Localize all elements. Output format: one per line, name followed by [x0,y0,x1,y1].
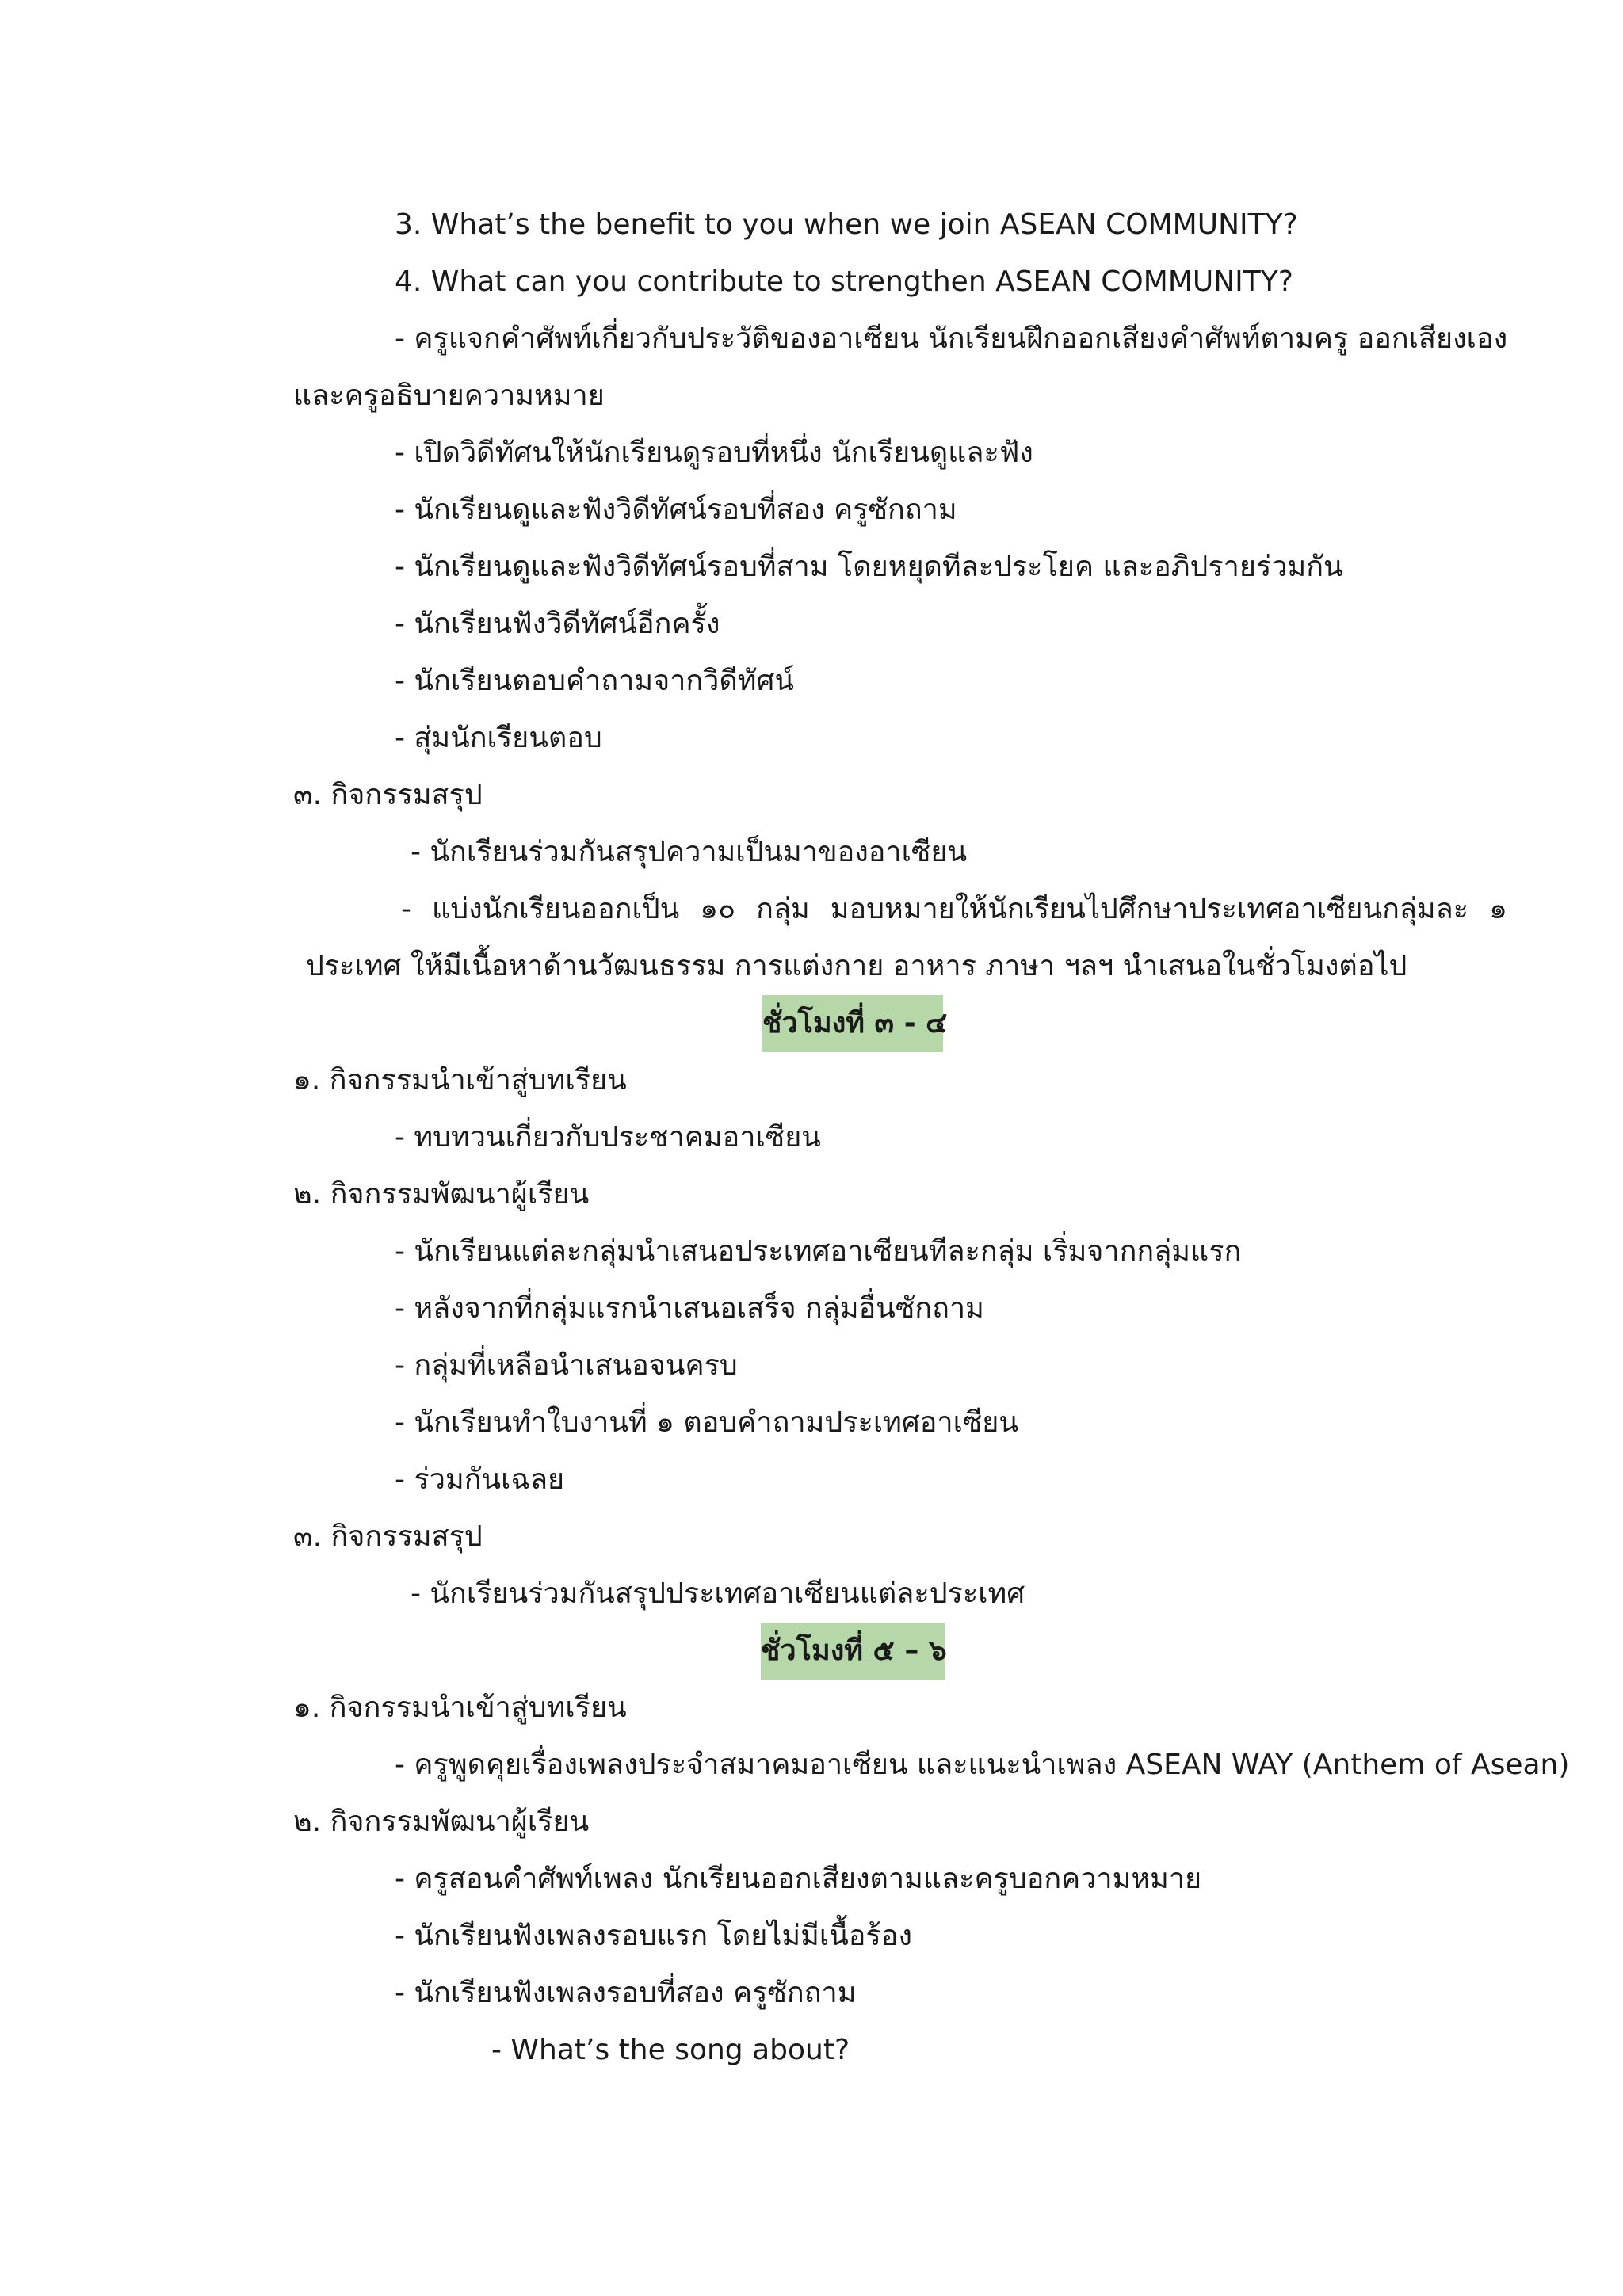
development-step-3: - กลุ่มที่เหลือนำเสนอจนครบ [395,1349,738,1382]
group-assignment-word: กลุ่ม [756,893,810,925]
development-step-2: - หลังจากที่กลุ่มแรกนำเสนอเสร็จ กลุ่มอื่นซักถาม [395,1292,984,1325]
vocab-activity-cont: และครูอธิบายความหมาย [293,379,605,412]
intro-item: - ทบทวนเกี่ยวกับประชาคมอาเซียน [395,1121,821,1154]
video-step-3: - นักเรียนดูและฟังวิดีทัศน์รอบที่สาม โดยหยุดทีละประโยค และอภิปรายร่วมกัน [395,551,1343,583]
song-question: - What’s the song about? [491,2034,850,2066]
development-step-3: - นักเรียนฟังเพลงรอบที่สอง ครูซักถาม [395,1977,857,2009]
section-heading-hour-3-4: ชั่วโมงที่ ๓ - ๔ [762,995,943,1052]
development-title: ๒. กิจกรรมพัฒนาผู้เรียน [293,1806,590,1838]
group-assignment-cont: ประเทศ ให้มีเนื้อหาด้านวัฒนธรรม การแต่งกาย อาหาร ภาษา ฯลฯ นำเสนอในชั่วโมงต่อไป [306,950,1407,982]
group-assignment-word: ๑ [1489,893,1507,925]
intro-title: ๑. กิจกรรมนำเข้าสู่บทเรียน [293,1691,627,1724]
intro-title: ๑. กิจกรรมนำเข้าสู่บทเรียน [293,1064,627,1097]
video-step-4: - นักเรียนฟังวิดีทัศน์อีกครั้ง [395,608,720,640]
summary-title: ๓. กิจกรรมสรุป [293,779,483,811]
video-step-2: - นักเรียนดูและฟังวิดีทัศน์รอบที่สอง ครูซักถาม [395,494,957,526]
vocab-activity: - ครูแจกคำศัพท์เกี่ยวกับประวัติของอาเซียน นักเรียนฝึกออกเสียงคำศัพท์ตามครู ออกเสียงเอง [395,322,1508,355]
development-step-1: - ครูสอนคำศัพท์เพลง นักเรียนออกเสียงตามและครูบอกความหมาย [395,1863,1202,1895]
group-assignment [401,889,1507,930]
development-title: ๒. กิจกรรมพัฒนาผู้เรียน [293,1178,590,1211]
video-step-1: - เปิดวิดีทัศนให้นักเรียนดูรอบที่หนึ่ง นักเรียนดูและฟัง [395,437,1033,469]
question-3: 3. What’s the benefit to you when we join ASEAN COMMUNITY? [395,208,1298,241]
random-answer: - สุ่มนักเรียนตอบ [395,722,602,754]
section-heading-hour-5-6: ชั่วโมงที่ ๕ – ๖ [761,1623,945,1680]
development-step-2: - นักเรียนฟังเพลงรอบแรก โดยไม่มีเนื้อร้อง [395,1920,912,1952]
summary-item: - นักเรียนร่วมกันสรุปความเป็นมาของอาเซียน [411,836,968,868]
group-assignment-word: - [401,893,411,925]
video-step-5: - นักเรียนตอบคำถามจากวิดีทัศน์ [395,665,794,697]
question-4: 4. What can you contribute to strengthen ASEAN COMMUNITY? [395,265,1293,298]
group-assignment-word: ๑๐ [700,893,736,925]
development-step-1: - นักเรียนแต่ละกลุ่มนำเสนอประเทศอาเซียนทีละกลุ่ม เริ่มจากกลุ่มแรก [395,1235,1242,1268]
group-assignment-word: มอบหมายให้นักเรียนไปศึกษาประเทศอาเซียนกลุ่มละ [830,893,1469,925]
group-assignment-word: แบ่งนักเรียนออกเป็น [432,893,680,925]
summary-item: - นักเรียนร่วมกันสรุปประเทศอาเซียนแต่ละประเทศ [411,1577,1025,1610]
development-step-5: - ร่วมกันเฉลย [395,1463,565,1496]
summary-title: ๓. กิจกรรมสรุป [293,1520,483,1553]
development-step-4: - นักเรียนทำใบงานที่ ๑ ตอบคำถามประเทศอาเซียน [395,1406,1019,1439]
intro-item: - ครูพูดคุยเรื่องเพลงประจำสมาคมอาเซียน และแนะนำเพลง ASEAN WAY (Anthem of Asean) [395,1749,1570,1781]
